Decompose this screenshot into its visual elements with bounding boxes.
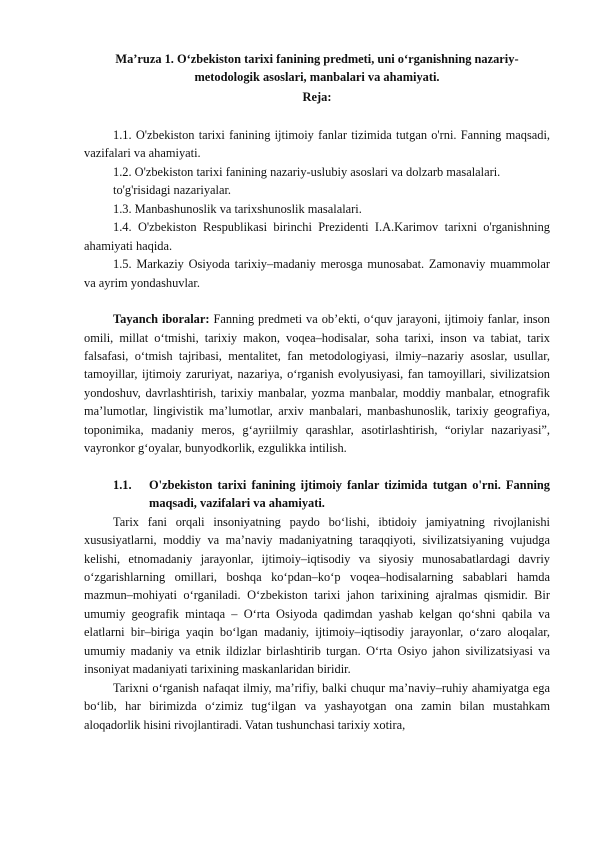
body-paragraph: Tarixni o‘rganish nafaqat ilmiy, ma’rifiy, balki chuqur ma’naviy–ruhiy ahamiyatga ega bo‘lib, har birimizda o‘zimiz tug‘ilgan va yashayotgan ona zamin bilan mustahkam aloqadorlik hisini rivojlantiradi. Vatan tushunchasi tarixiy xotira, bbox=[84, 680, 550, 732]
section-heading bbox=[84, 476, 550, 513]
plan-item: 1.4. O'zbekiston Respublikasi birinchi Prezidenti I.A.Karimov tarixni o'rganishning ahamiyati haqida. bbox=[84, 220, 550, 253]
lecture-title: Ma’ruza 1. O‘zbekiston tarixi fanining predmeti, uni o‘rganishning nazariy-metodologik asoslari, manbalari va ahamiyati. bbox=[115, 52, 519, 84]
plan-item: 1.1. O'zbekiston tarixi fanining ijtimoiy fanlar tizimida tutgan o'rni. Fanning maqsadi, vazifalari va ahamiyati. bbox=[84, 128, 550, 161]
plan-item: 1.2. O'zbekiston tarixi fanining nazariy-uslubiy asoslari va dolzarb masalalari. bbox=[113, 164, 501, 179]
key-terms-label: Tayanch iboralar: bbox=[113, 312, 210, 327]
document-body bbox=[84, 126, 550, 734]
spacer bbox=[84, 292, 550, 310]
spacer bbox=[84, 458, 550, 476]
key-terms-text: Fanning predmeti va ob’ekti, o‘quv jarayoni, ijtimoiy fanlar, inson omili, millat o‘tmishi, tarixiy makon, voqea–hodisalar, soha tarixi, inson va tabiat, tarix falsafasi, o‘tmish tajribasi, mentalitet, fan metodologiyasi, ilmiy–nazariy asoslar, usullar, tamoyillar, ijtimoiy zaruriyat, nazariya, o‘rganish evolyusiyasi, fan tamoyillari, sivilizatsion yondoshuv, davrlashtirish, tarixiy manbalar, yozma manbalar, moddiy manbalar, etnografik ma’lumotlar, lingivistik ma’lumotlar, arxiv manbalari, manbashunoslik, tarixiy geografiya, toponimika, madaniy meros, g‘ayriilmiy qarashlar, asotirlashtirish, “oriylar nazariyasi”, vayronkor g‘oyalar, bunyodkorlik, ezgulikka intilish. bbox=[84, 312, 550, 456]
plan-item-continuation: to'g'risidagi nazariyalar. bbox=[113, 183, 232, 198]
section-title: O'zbekiston tarixi fanining ijtimoiy fanlar tizimida tutgan o'rni. Fanning maqsadi, vazifalari va ahamiyati. bbox=[149, 477, 550, 511]
plan-item: 1.3. Manbashunoslik va tarixshunoslik masalalari. bbox=[113, 201, 362, 216]
body-paragraph: Tarix fani orqali insoniyatning paydo bo‘lishi, ibtidoiy jamiyatning rivojlanishi xususiyatlarni, moddiy va ma’naviy madaniyatning taraqqiyoti, sivilizatsiyaning vujudga kelishi, etnomadaniy jarayonlar, ijtimoiy–iqtisodiy va siyosiy munosabatlardagi davriy o‘zgarishlarning omillari, boshqa ko‘pdan–ko‘p voqea–hodisalarning sabablari hamda mazmun–mohiyati o‘rganiladi. O‘zbekiston tarixi jahon tarixining ajralmas qismidir. Bir umumiy geografik mintaqa – O‘rta Osiyoda qadimdan yashab kelgan qo‘shni qabila va elatlarni bir–biriga yaqin bo‘lgan madaniy, ijtimoiy–iqtisodiy jarayonlar, o‘zaro aloqalar, umumiy madaniy va etnik ildizlar birlashtirib turgan. O‘rta Osiyo jahon sivilizatsiyasi va insoniyat madaniyati tarixining maskanlaridan biridir. bbox=[84, 514, 550, 677]
plan-item: 1.5. Markaziy Osiyoda tarixiy–madaniy merosga munosabat. Zamonaviy muammolar va ayrim yondashuvlar. bbox=[84, 257, 550, 290]
key-terms-paragraph bbox=[84, 310, 550, 458]
section-number: 1.1. bbox=[113, 477, 132, 492]
plan-heading: Reja: bbox=[302, 90, 332, 104]
